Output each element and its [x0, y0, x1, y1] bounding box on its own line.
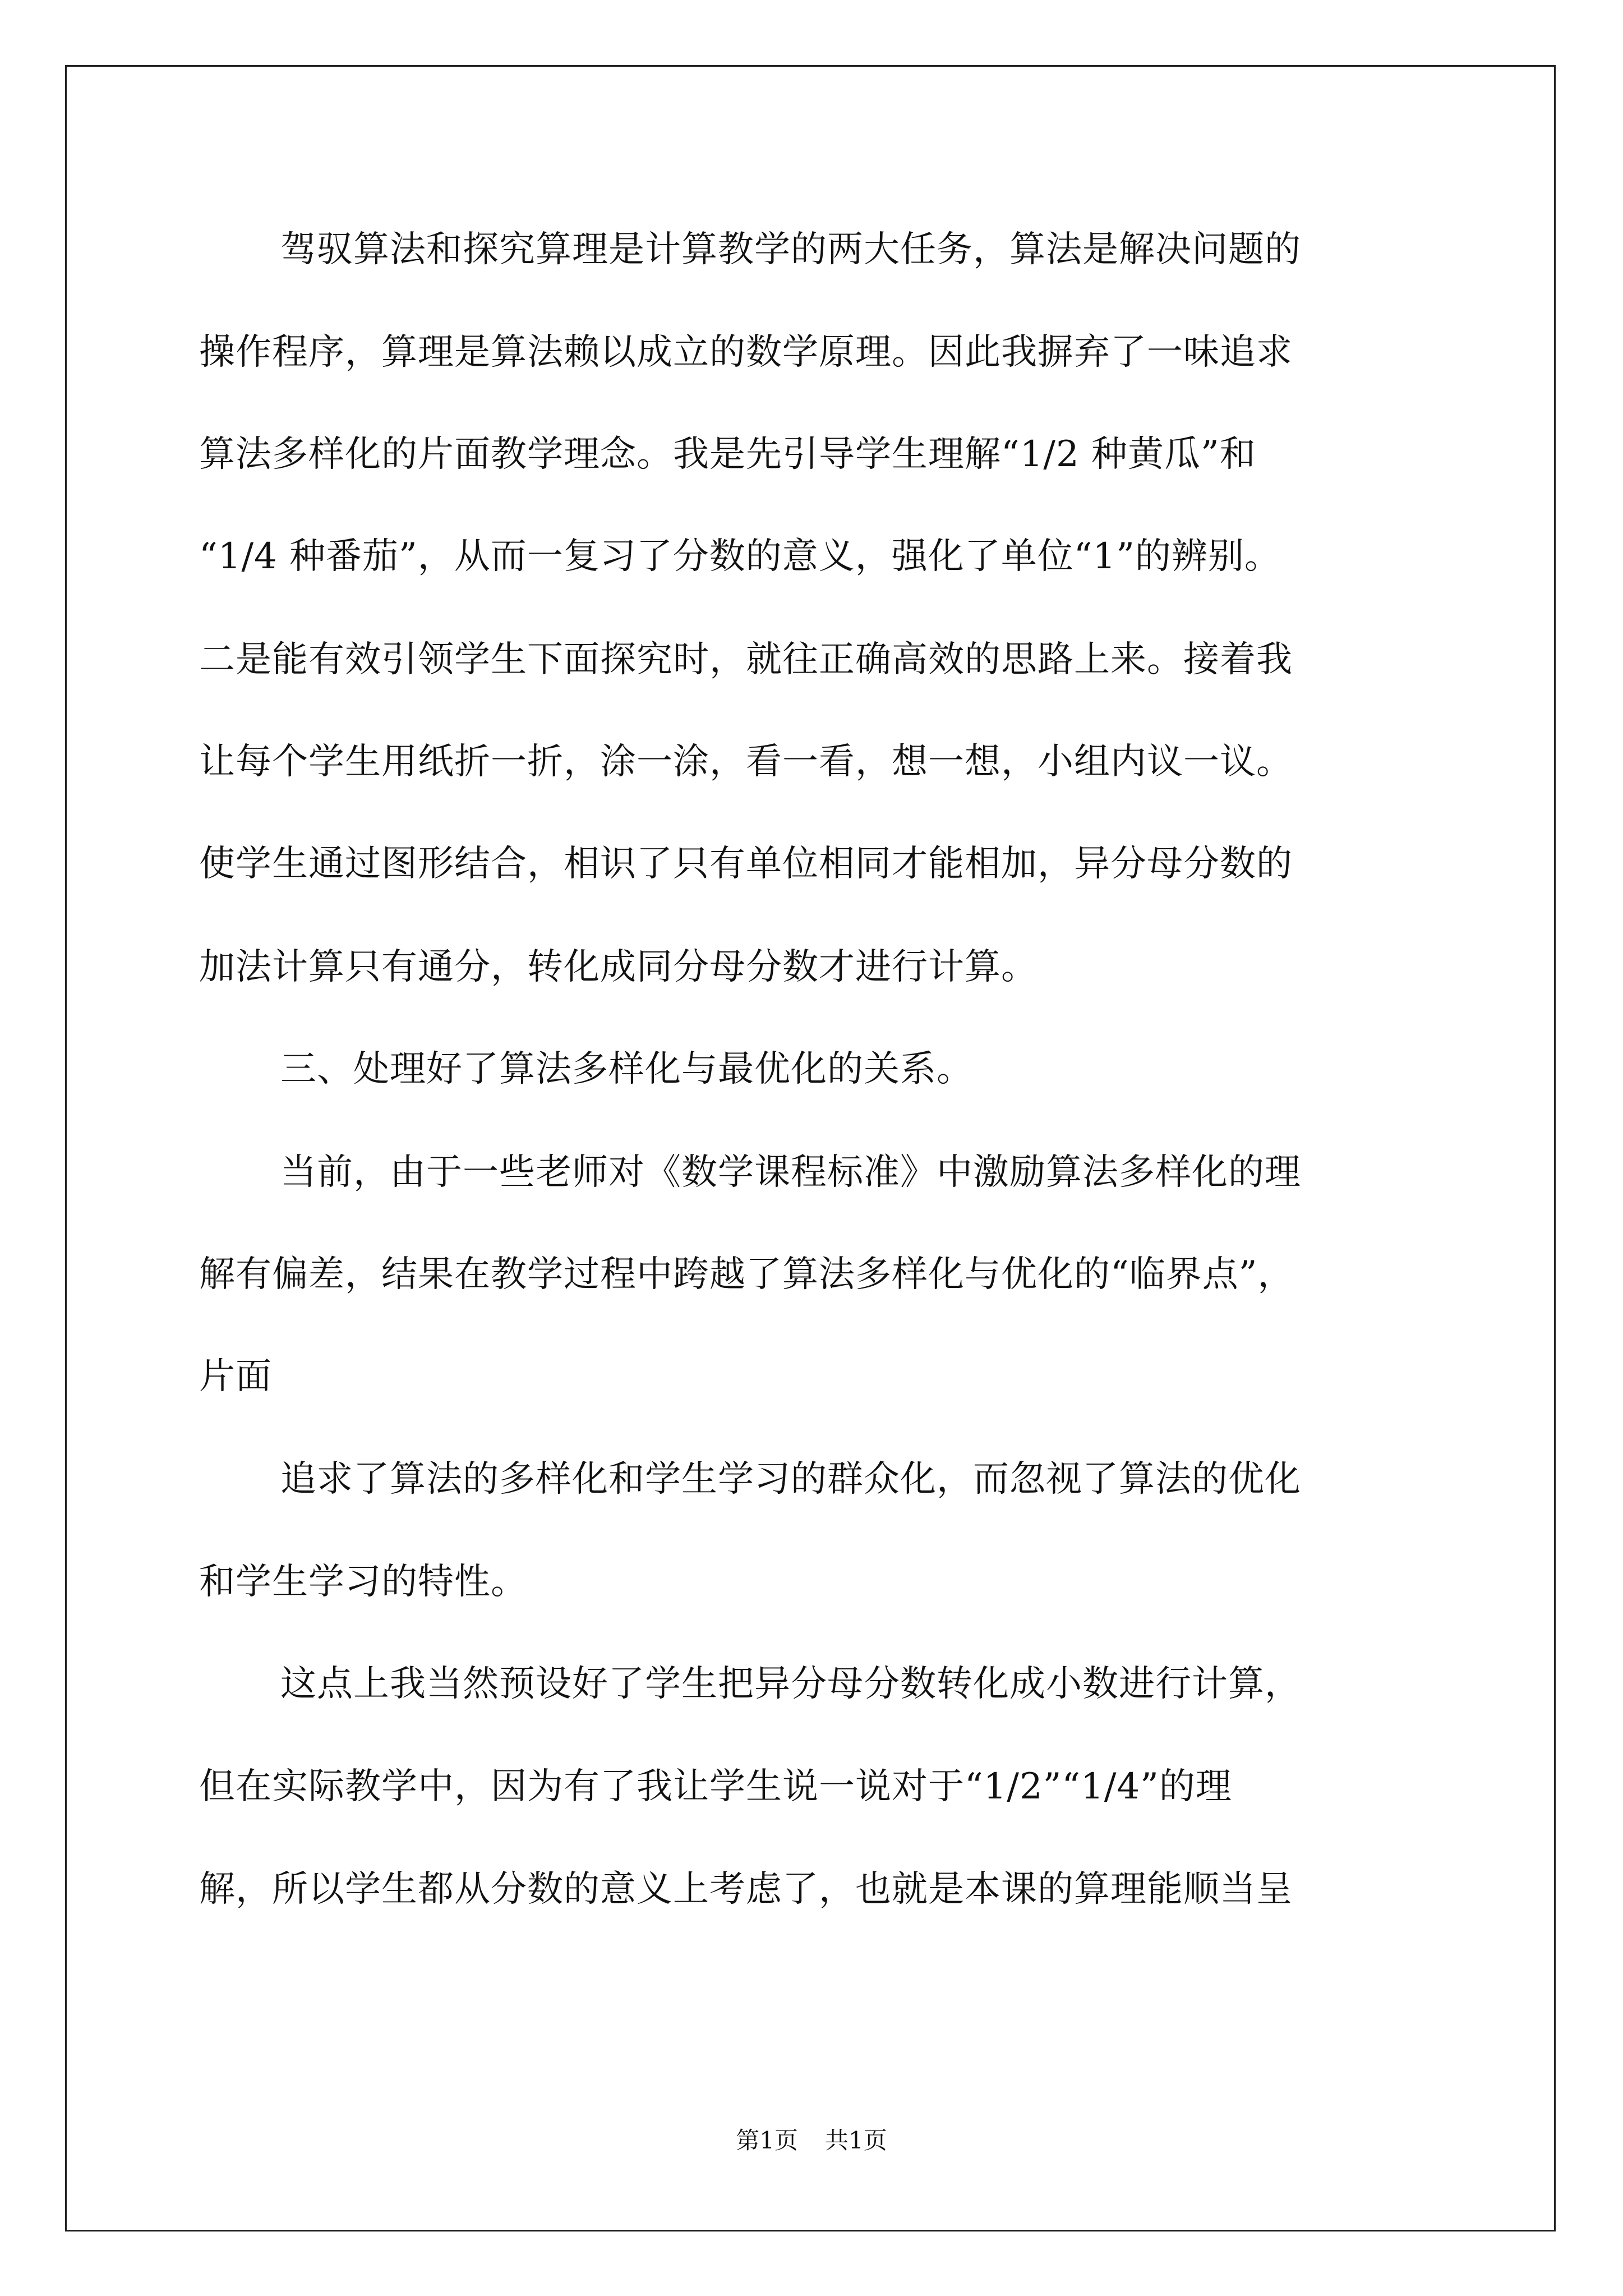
paragraph-line: 解，所以学生都从分数的意义上考虑了，也就是本课的算理能顺当呈 — [199, 1869, 1293, 1910]
paragraph-line: 二是能有效引领学生下面探究时，就往正确高效的思路上来。接着我 — [199, 639, 1293, 680]
section-heading: 三、处理好了算法多样化与最优化的关系。 — [280, 1048, 973, 1090]
paragraph-line: 和学生学习的特性。 — [199, 1561, 527, 1603]
page-footer — [0, 2125, 1623, 2156]
paragraph-line: 驾驭算法和探究算理是计算教学的两大任务，算法是解决问题的 — [280, 229, 1301, 270]
paragraph-line: 让每个学生用纸折一折，涂一涂，看一看，想一想，小组内议一议。 — [199, 741, 1293, 783]
paragraph-line: 使学生通过图形结合，相识了只有单位相同才能相加，异分母分数的 — [199, 843, 1293, 885]
page-number-current: 第1页 — [736, 2127, 798, 2154]
paragraph-line: 算法多样化的片面教学理念。我是先引导学生理解“1/2 种黄瓜”和 — [199, 434, 1256, 475]
paragraph-line: 当前，由于一些老师对《数学课程标准》中激励算法多样化的理 — [280, 1152, 1301, 1193]
paragraph-line: 片面 — [199, 1356, 272, 1397]
paragraph-line: 追求了算法的多样化和学生学习的群众化，而忽视了算法的优化 — [280, 1458, 1301, 1500]
paragraph-line: “1/4 种番茄”，从而一复习了分数的意义，强化了单位“1”的辨别。 — [199, 536, 1281, 577]
page-number-total: 共1页 — [825, 2127, 887, 2154]
paragraph-line: 但在实际教学中，因为有了我让学生说一说对于“1/2”“1/4”的理 — [199, 1766, 1232, 1807]
paragraph-line: 加法计算只有通分，转化成同分母分数才进行计算。 — [199, 946, 1038, 988]
paragraph-line: 这点上我当然预设好了学生把异分母分数转化成小数进行计算， — [280, 1663, 1301, 1705]
paragraph-line: 操作程序，算理是算法赖以成立的数学原理。因此我摒弃了一味追求 — [199, 332, 1293, 373]
paragraph-line: 解有偏差，结果在教学过程中跨越了算法多样化与优化的“临界点”， — [199, 1254, 1294, 1295]
